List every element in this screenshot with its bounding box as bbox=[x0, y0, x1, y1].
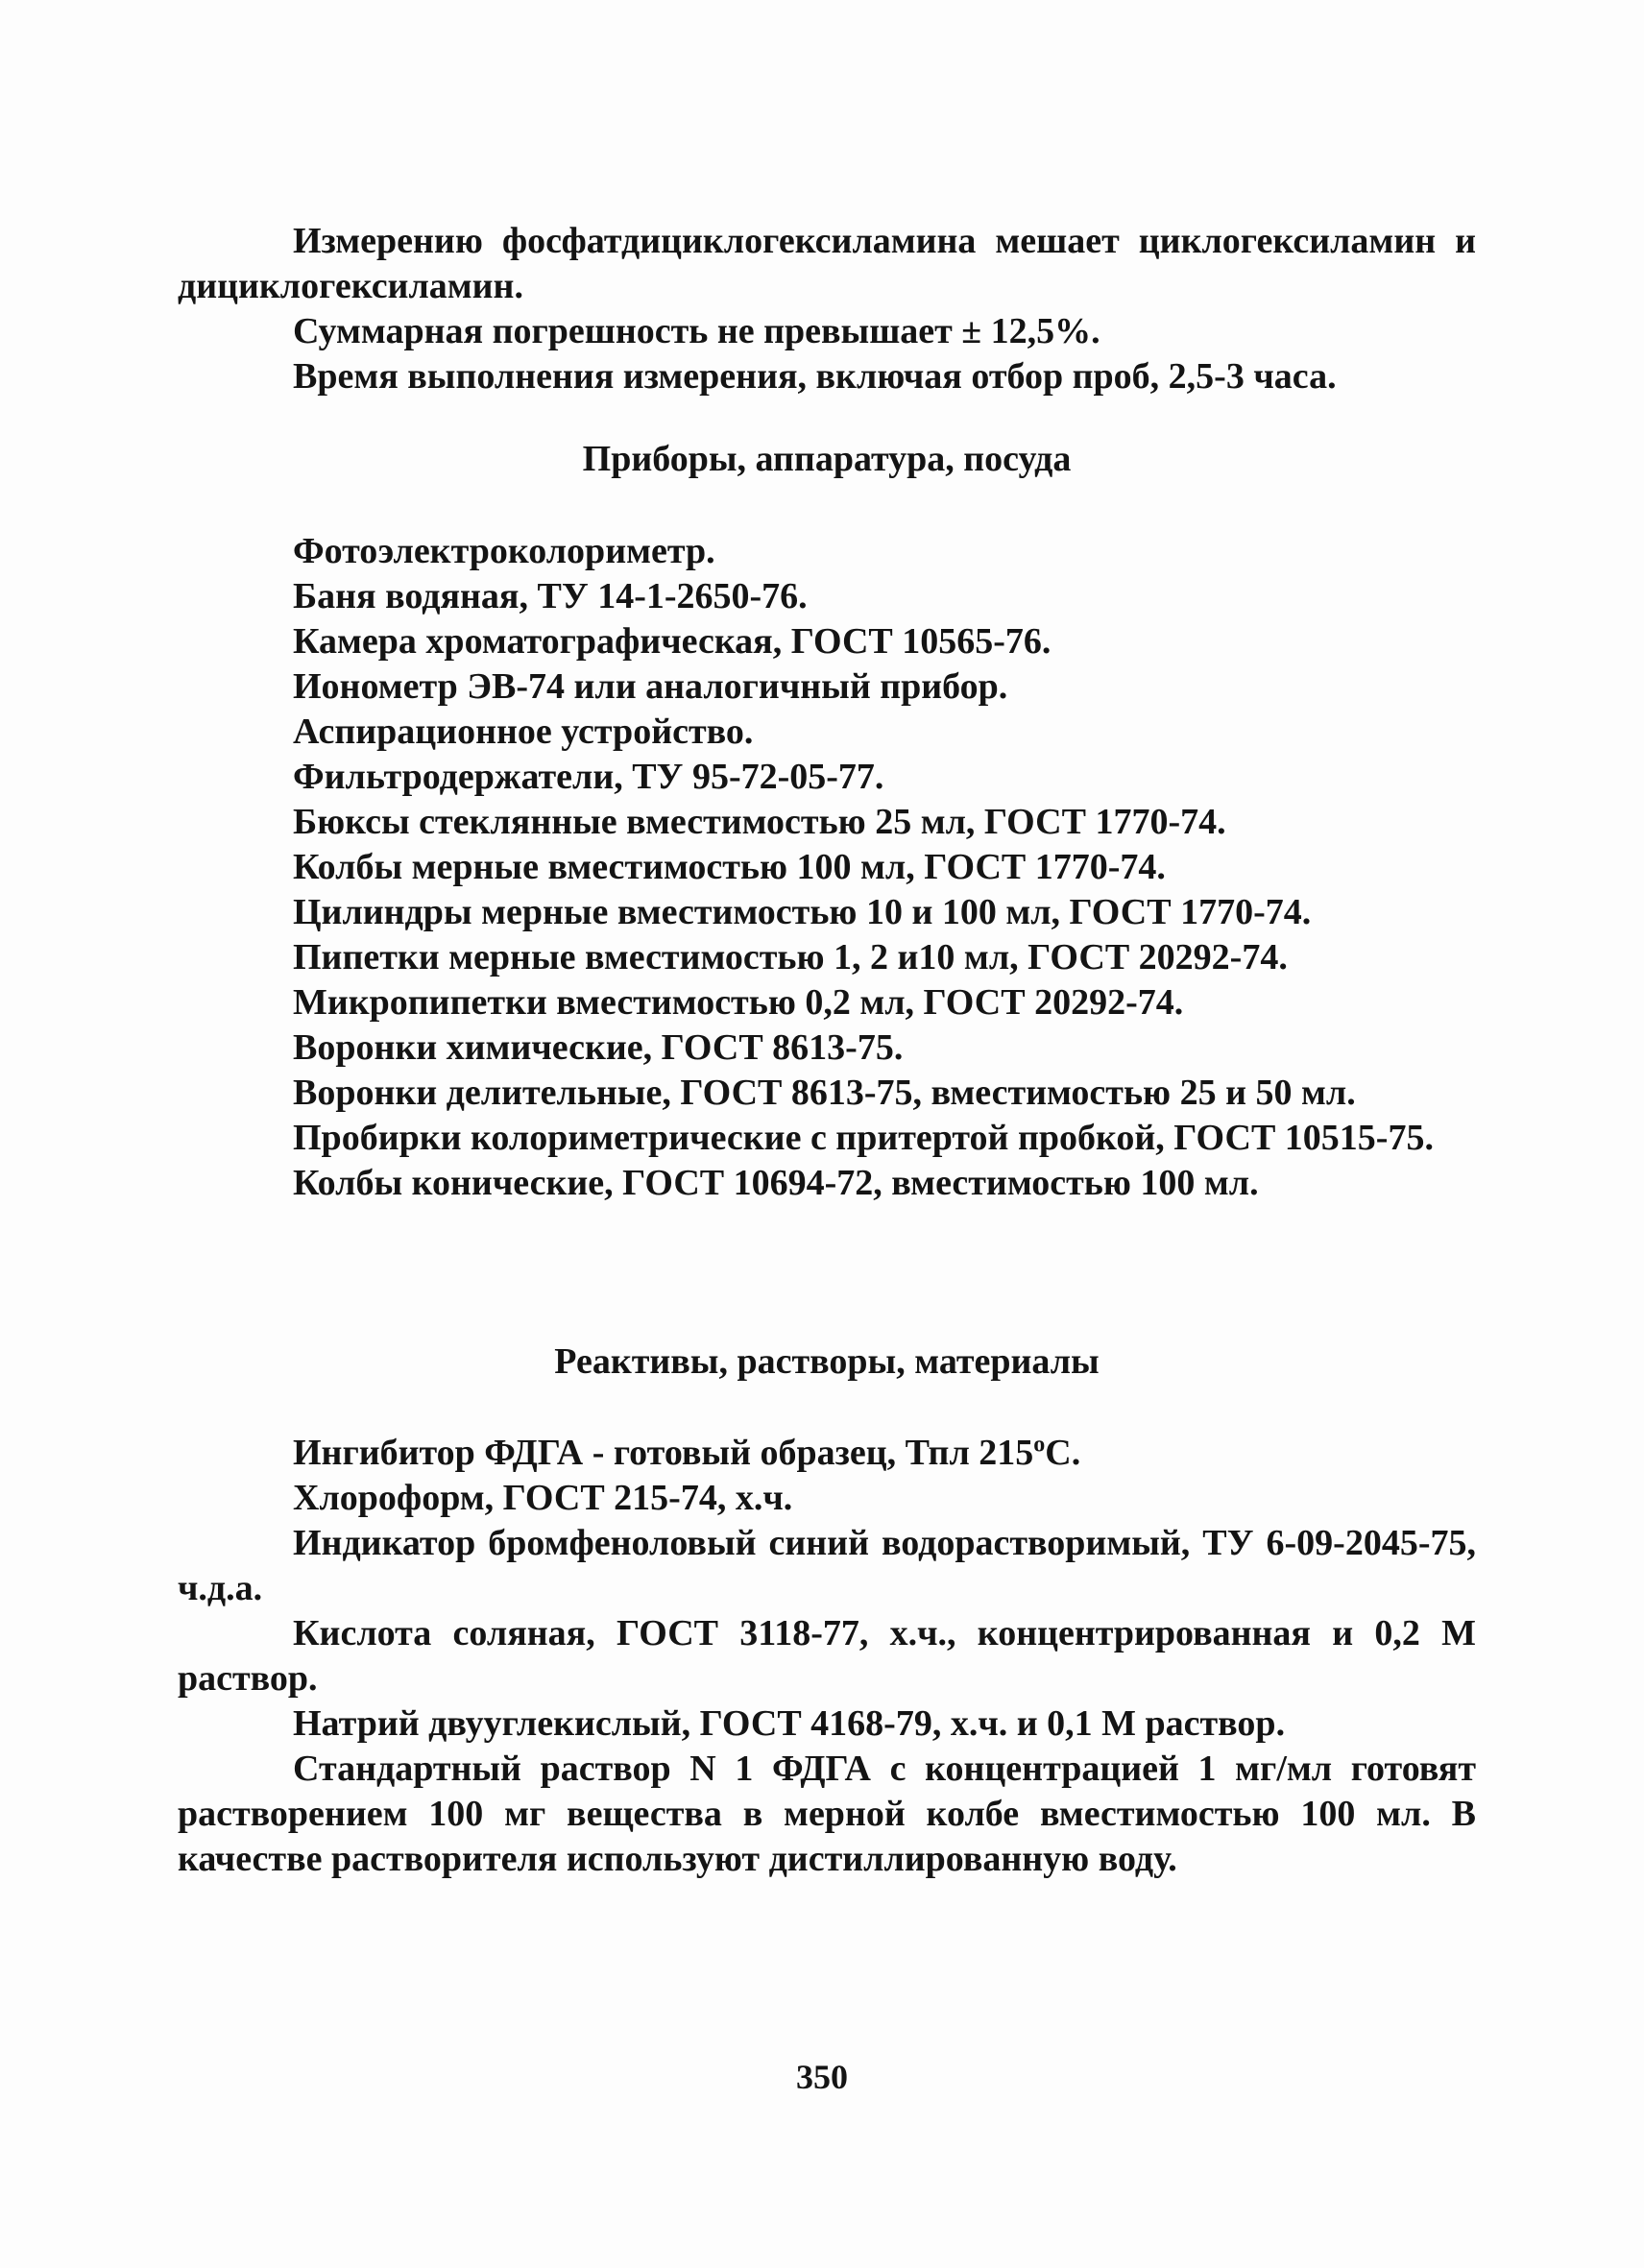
page-number: 350 bbox=[796, 2058, 848, 2096]
intro-paragraph: Измерению фосфатдициклогексиламина мешает циклогексиламин и дициклогексиламин. bbox=[178, 221, 1476, 306]
list-item: Кислота соляная, ГОСТ 3118-77, х.ч., концентрированная и 0,2 М раствор. bbox=[178, 1613, 1476, 1699]
list-item: Стандартный раствор N 1 ФДГА с концентрацией 1 мг/мл готовят растворением 100 мг вещества в мерной колбе вместимостью 100 мл. В качестве растворителя используют дистиллированную воду. bbox=[178, 1749, 1476, 1879]
list-item: Колбы мерные вместимостью 100 мл, ГОСТ 1770-74. bbox=[293, 847, 1166, 887]
list-item: Пробирки колориметрические с притертой пробкой, ГОСТ 10515-75. bbox=[293, 1118, 1434, 1158]
section-heading: Реактивы, растворы, материалы bbox=[554, 1341, 1100, 1382]
list-item: Натрий двууглекислый, ГОСТ 4168-79, х.ч. и 0,1 М раствор. bbox=[293, 1703, 1286, 1744]
list-item: Микропипетки вместимостью 0,2 мл, ГОСТ 20292-74. bbox=[293, 982, 1184, 1023]
degree-superscript: о bbox=[1033, 1432, 1046, 1458]
list-item: Колбы конические, ГОСТ 10694-72, вместимостью 100 мл. bbox=[293, 1163, 1259, 1203]
intro-paragraph: Суммарная погрешность не превышает ± 12,5%. bbox=[293, 311, 1100, 351]
list-item: Аспирационное устройство. bbox=[293, 712, 754, 752]
list-item: Цилиндры мерные вместимостью 10 и 100 мл, ГОСТ 1770-74. bbox=[293, 892, 1312, 932]
section-heading: Приборы, аппаратура, посуда bbox=[582, 439, 1072, 479]
list-item: Ионометр ЭВ-74 или аналогичный прибор. bbox=[293, 666, 1008, 707]
list-item bbox=[178, 1431, 1476, 1476]
reagents-list bbox=[178, 1431, 1476, 1882]
list-item: Бюксы стеклянные вместимостью 25 мл, ГОСТ 1770-74. bbox=[293, 802, 1226, 842]
list-item: Камера хроматографическая, ГОСТ 10565-76. bbox=[293, 621, 1052, 662]
section-heading-equipment bbox=[178, 437, 1476, 482]
item-text-tail: С. bbox=[1045, 1433, 1081, 1473]
intro-block bbox=[178, 219, 1476, 399]
list-item: Воронки делительные, ГОСТ 8613-75, вместимостью 25 и 50 мл. bbox=[293, 1073, 1356, 1113]
section-heading-reagents bbox=[178, 1339, 1476, 1385]
list-item: Пипетки мерные вместимостью 1, 2 и10 мл, ГОСТ 20292-74. bbox=[293, 937, 1288, 977]
list-item: Фильтродержатели, ТУ 95-72-05-77. bbox=[293, 757, 884, 797]
list-item: Баня водяная, ТУ 14-1-2650-76. bbox=[293, 576, 808, 616]
list-item: Фотоэлектроколориметр. bbox=[293, 531, 715, 571]
list-item: Воронки химические, ГОСТ 8613-75. bbox=[293, 1027, 904, 1068]
intro-paragraph: Время выполнения измерения, включая отбор проб, 2,5-3 часа. bbox=[293, 356, 1337, 397]
equipment-list bbox=[178, 529, 1476, 1206]
list-item: Индикатор бромфеноловый синий водорастворимый, ТУ 6-09-2045-75, ч.д.а. bbox=[178, 1523, 1476, 1608]
item-text: Ингибитор ФДГА - готовый образец, Тпл 215 bbox=[293, 1433, 1034, 1473]
list-item: Хлороформ, ГОСТ 215-74, х.ч. bbox=[293, 1478, 793, 1518]
